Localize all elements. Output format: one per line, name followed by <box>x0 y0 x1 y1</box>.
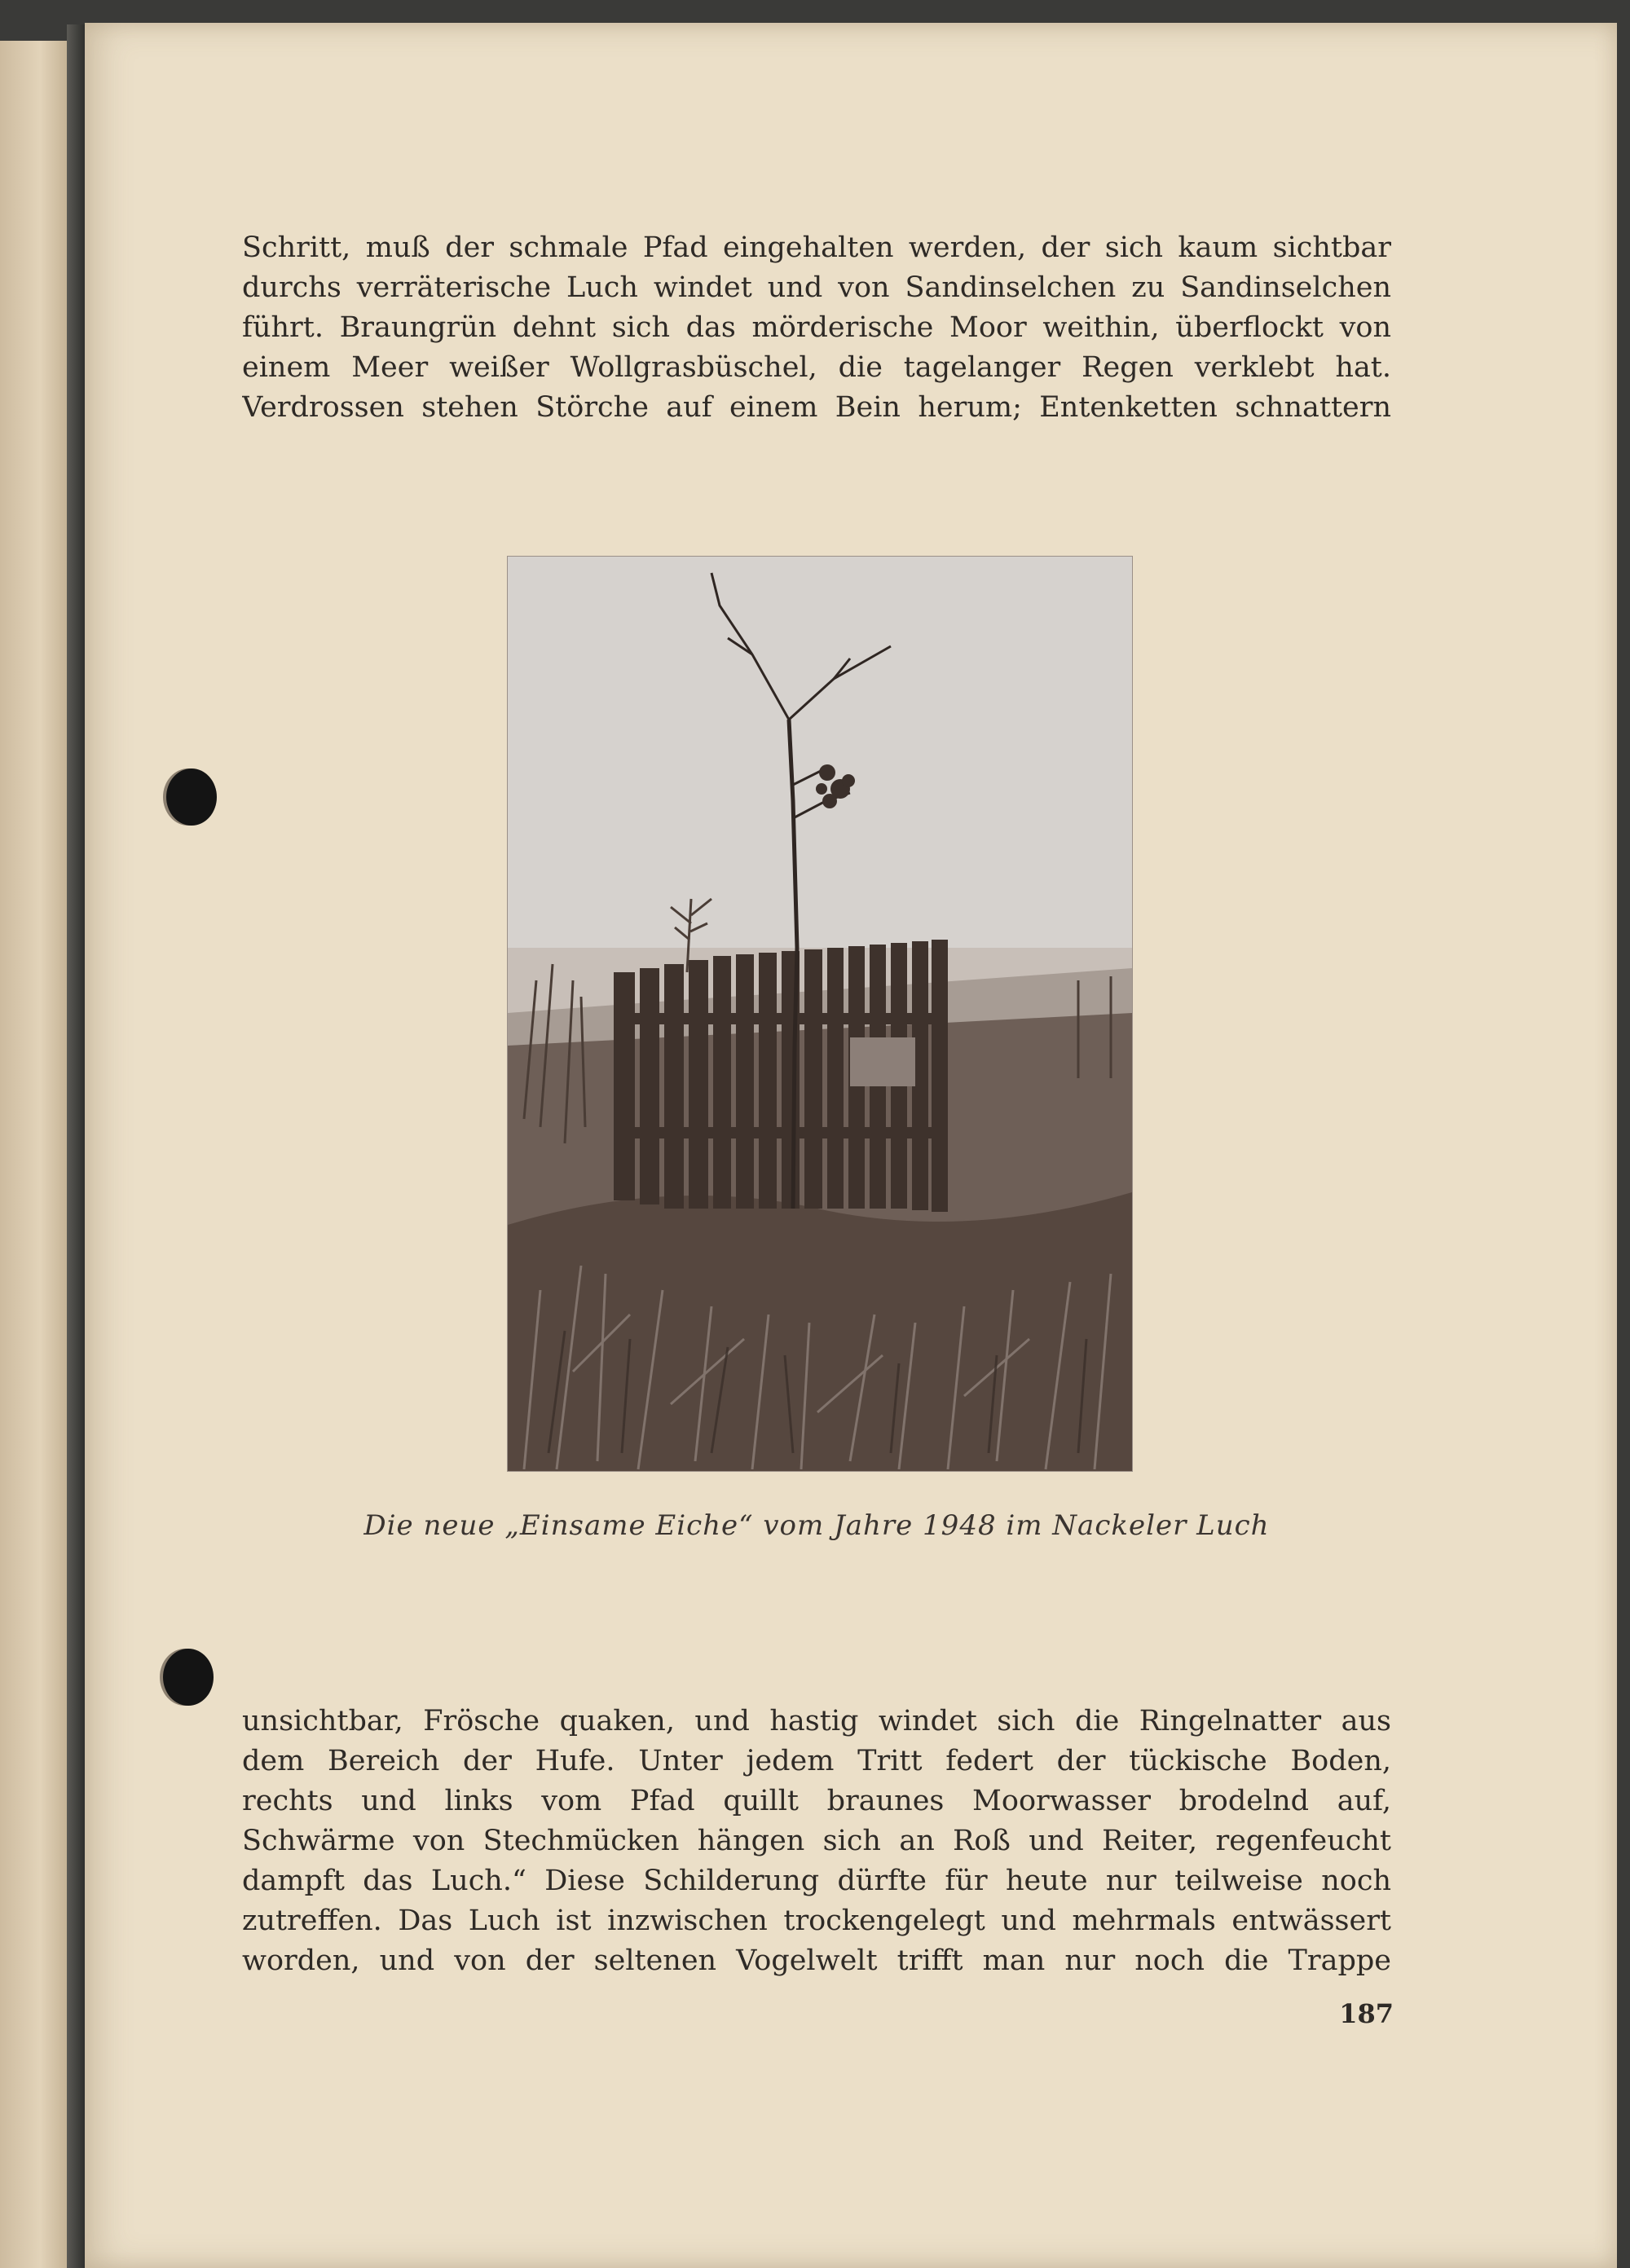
book-binding <box>67 24 85 2268</box>
photo-illustration <box>508 557 1132 1471</box>
text-line: Schwärme von Stechmücken hängen sich an Roß und Reiter, regenfeucht <box>242 1825 1391 1857</box>
punch-hole-top <box>166 768 217 826</box>
page-number: 187 <box>1339 1998 1394 2029</box>
photograph-oak-sapling-in-fence <box>507 556 1133 1472</box>
bottom-paragraph <box>242 1702 1391 1981</box>
text-line: einem Meer weißer Wollgrasbüschel, die tagelanger Regen verklebt hat. <box>242 351 1391 384</box>
text-line: Schritt, muß der schmale Pfad eingehalten werden, der sich kaum sichtbar <box>242 231 1391 264</box>
text-line: Verdrossen stehen Störche auf einem Bein herum; Entenketten schnattern <box>242 391 1391 424</box>
photo-caption: Die neue „Einsame Eiche“ vom Jahre 1948 im Nackeler Luch <box>363 1509 1270 1542</box>
text-line: führt. Braungrün dehnt sich das mörderische Moor weithin, überflockt von <box>242 311 1391 344</box>
punch-hole-bottom <box>163 1649 214 1706</box>
text-line: dem Bereich der Hufe. Unter jedem Tritt federt der tückische Boden, <box>242 1745 1391 1777</box>
previous-page-edge <box>0 41 67 2268</box>
text-line: durchs verräterische Luch windet und von Sandinselchen zu Sandinselchen <box>242 271 1391 304</box>
text-line: worden, und von der seltenen Vogelwelt trifft man nur noch die Trappe <box>242 1944 1391 1977</box>
text-line: zutreffen. Das Luch ist inzwischen trockengelegt und mehrmals entwässert <box>242 1905 1391 1937</box>
text-line: rechts und links vom Pfad quillt braunes Moorwasser brodelnd auf, <box>242 1785 1391 1817</box>
text-line: unsichtbar, Frösche quaken, und hastig windet sich die Ringelnatter aus <box>242 1705 1391 1737</box>
top-paragraph <box>242 228 1391 428</box>
text-line: dampft das Luch.“ Diese Schilderung dürfte für heute nur teilweise noch <box>242 1865 1391 1897</box>
